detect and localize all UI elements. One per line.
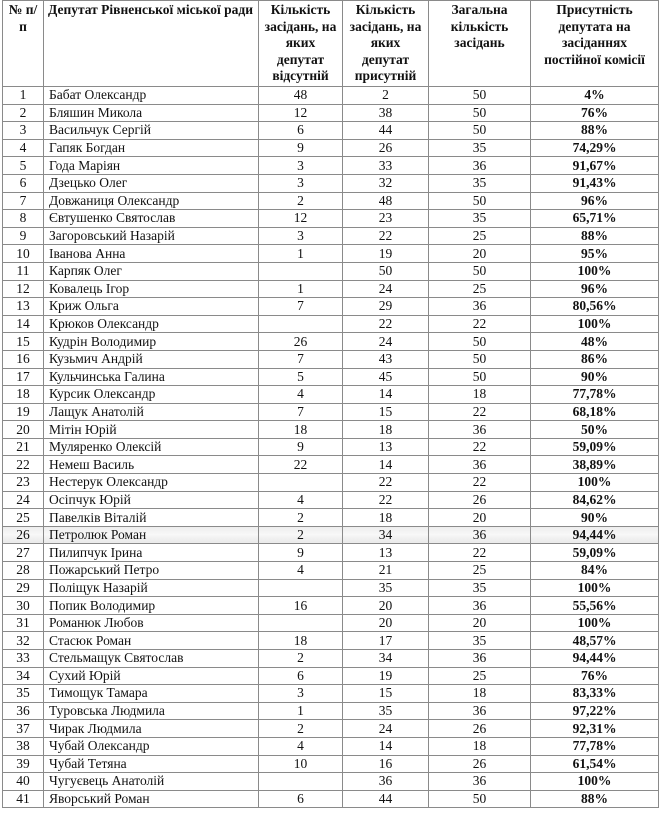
total-count: 35 <box>429 174 531 192</box>
total-count: 35 <box>429 579 531 597</box>
present-count: 20 <box>343 614 429 632</box>
deputy-name: Пилипчук Ірина <box>44 544 259 562</box>
attendance-percent: 90% <box>531 509 659 527</box>
table-row <box>3 702 659 720</box>
row-number: 15 <box>3 333 44 351</box>
attendance-percent: 74,29% <box>531 139 659 157</box>
table-row <box>3 685 659 703</box>
row-number: 23 <box>3 474 44 492</box>
table-row <box>3 667 659 685</box>
attendance-percent: 77,78% <box>531 737 659 755</box>
attendance-percent: 100% <box>531 315 659 333</box>
row-number: 24 <box>3 491 44 509</box>
deputy-name: Павелків Віталій <box>44 509 259 527</box>
present-count: 15 <box>343 403 429 421</box>
table-row <box>3 755 659 773</box>
present-count: 24 <box>343 720 429 738</box>
deputy-name: Васильчук Сергій <box>44 122 259 140</box>
deputy-name: Карпяк Олег <box>44 262 259 280</box>
attendance-percent: 59,09% <box>531 438 659 456</box>
deputy-name: Попик Володимир <box>44 597 259 615</box>
table-row <box>3 632 659 650</box>
row-number: 16 <box>3 350 44 368</box>
present-count: 22 <box>343 474 429 492</box>
attendance-percent: 94,44% <box>531 650 659 668</box>
deputy-name: Ковалець Ігор <box>44 280 259 298</box>
attendance-percent: 94,44% <box>531 526 659 544</box>
table-row <box>3 562 659 580</box>
absent-count: 7 <box>259 403 343 421</box>
absent-count: 1 <box>259 245 343 263</box>
attendance-percent: 76% <box>531 104 659 122</box>
table-row <box>3 122 659 140</box>
attendance-percent: 59,09% <box>531 544 659 562</box>
attendance-percent: 83,33% <box>531 685 659 703</box>
absent-count: 9 <box>259 544 343 562</box>
present-count: 14 <box>343 456 429 474</box>
total-count: 50 <box>429 333 531 351</box>
total-count: 20 <box>429 509 531 527</box>
row-number: 37 <box>3 720 44 738</box>
present-count: 45 <box>343 368 429 386</box>
total-count: 36 <box>429 456 531 474</box>
row-number: 38 <box>3 737 44 755</box>
absent-count: 6 <box>259 667 343 685</box>
table-row <box>3 509 659 527</box>
total-count: 36 <box>429 597 531 615</box>
header-row <box>3 1 659 87</box>
deputy-name: Гапяк Богдан <box>44 139 259 157</box>
total-count: 18 <box>429 685 531 703</box>
row-number: 26 <box>3 526 44 544</box>
attendance-percent: 88% <box>531 790 659 808</box>
table-row <box>3 544 659 562</box>
deputy-name: Іванова Анна <box>44 245 259 263</box>
deputy-name: Чирак Людмила <box>44 720 259 738</box>
table-row <box>3 720 659 738</box>
absent-count: 1 <box>259 280 343 298</box>
table-row <box>3 227 659 245</box>
row-number: 6 <box>3 174 44 192</box>
total-count: 18 <box>429 737 531 755</box>
total-count: 26 <box>429 491 531 509</box>
table-body <box>3 87 659 808</box>
absent-count: 2 <box>259 650 343 668</box>
row-number: 41 <box>3 790 44 808</box>
attendance-percent: 48% <box>531 333 659 351</box>
table-row <box>3 456 659 474</box>
attendance-percent: 92,31% <box>531 720 659 738</box>
table-row <box>3 139 659 157</box>
attendance-percent: 84% <box>531 562 659 580</box>
total-count: 26 <box>429 755 531 773</box>
present-count: 35 <box>343 702 429 720</box>
table-row <box>3 773 659 791</box>
attendance-percent: 65,71% <box>531 210 659 228</box>
table-row <box>3 737 659 755</box>
row-number: 33 <box>3 650 44 668</box>
deputy-name: Курсик Олександр <box>44 386 259 404</box>
present-count: 26 <box>343 139 429 157</box>
row-number: 8 <box>3 210 44 228</box>
present-count: 33 <box>343 157 429 175</box>
table-row <box>3 350 659 368</box>
total-count: 50 <box>429 350 531 368</box>
row-number: 7 <box>3 192 44 210</box>
absent-count: 16 <box>259 597 343 615</box>
deputy-name: Дзецько Олег <box>44 174 259 192</box>
header-absent: Кількість засідань, на яких депутат відсутній <box>259 1 343 87</box>
attendance-table <box>2 0 659 808</box>
deputy-name: Стельмащук Святослав <box>44 650 259 668</box>
present-count: 13 <box>343 438 429 456</box>
table-row <box>3 403 659 421</box>
row-number: 4 <box>3 139 44 157</box>
present-count: 50 <box>343 262 429 280</box>
attendance-percent: 88% <box>531 122 659 140</box>
present-count: 34 <box>343 526 429 544</box>
present-count: 29 <box>343 298 429 316</box>
deputy-name: Чубай Олександр <box>44 737 259 755</box>
header-attendance: Присутність депутата на засіданнях постійної комісії <box>531 1 659 87</box>
absent-count <box>259 315 343 333</box>
total-count: 22 <box>429 474 531 492</box>
absent-count: 4 <box>259 737 343 755</box>
total-count: 36 <box>429 773 531 791</box>
row-number: 3 <box>3 122 44 140</box>
absent-count: 26 <box>259 333 343 351</box>
deputy-name: Пожарський Петро <box>44 562 259 580</box>
deputy-name: Тимощук Тамара <box>44 685 259 703</box>
row-number: 27 <box>3 544 44 562</box>
total-count: 36 <box>429 702 531 720</box>
deputy-name: Чубай Тетяна <box>44 755 259 773</box>
total-count: 50 <box>429 368 531 386</box>
attendance-percent: 77,78% <box>531 386 659 404</box>
table-row <box>3 333 659 351</box>
table-row <box>3 174 659 192</box>
table-row <box>3 579 659 597</box>
header-deputy: Депутат Рівненської міської ради <box>44 1 259 87</box>
row-number: 39 <box>3 755 44 773</box>
absent-count <box>259 614 343 632</box>
attendance-percent: 91,67% <box>531 157 659 175</box>
deputy-name: Загоровський Назарій <box>44 227 259 245</box>
present-count: 14 <box>343 737 429 755</box>
deputy-name: Бляшин Микола <box>44 104 259 122</box>
absent-count: 2 <box>259 509 343 527</box>
row-number: 22 <box>3 456 44 474</box>
total-count: 50 <box>429 790 531 808</box>
row-number: 2 <box>3 104 44 122</box>
row-number: 32 <box>3 632 44 650</box>
absent-count: 10 <box>259 755 343 773</box>
table-row <box>3 298 659 316</box>
header-number: № п/п <box>3 1 44 87</box>
deputy-name: Довжаниця Олександр <box>44 192 259 210</box>
total-count: 22 <box>429 544 531 562</box>
attendance-percent: 97,22% <box>531 702 659 720</box>
absent-count: 2 <box>259 526 343 544</box>
deputy-name: Нестерук Олександр <box>44 474 259 492</box>
total-count: 25 <box>429 227 531 245</box>
table-row <box>3 280 659 298</box>
present-count: 24 <box>343 333 429 351</box>
absent-count: 4 <box>259 386 343 404</box>
present-count: 21 <box>343 562 429 580</box>
present-count: 18 <box>343 421 429 439</box>
row-number: 9 <box>3 227 44 245</box>
row-number: 36 <box>3 702 44 720</box>
present-count: 2 <box>343 87 429 105</box>
present-count: 22 <box>343 315 429 333</box>
row-number: 34 <box>3 667 44 685</box>
row-number: 18 <box>3 386 44 404</box>
table-row <box>3 650 659 668</box>
attendance-percent: 68,18% <box>531 403 659 421</box>
deputy-name: Чугуєвець Анатолій <box>44 773 259 791</box>
table-row <box>3 210 659 228</box>
present-count: 24 <box>343 280 429 298</box>
attendance-percent: 96% <box>531 280 659 298</box>
table-row <box>3 368 659 386</box>
table-row <box>3 438 659 456</box>
table-row <box>3 614 659 632</box>
attendance-percent: 96% <box>531 192 659 210</box>
deputy-name: Криж Ольга <box>44 298 259 316</box>
total-count: 36 <box>429 298 531 316</box>
table-row <box>3 790 659 808</box>
attendance-percent: 38,89% <box>531 456 659 474</box>
total-count: 35 <box>429 139 531 157</box>
present-count: 43 <box>343 350 429 368</box>
attendance-percent: 100% <box>531 579 659 597</box>
table-row <box>3 192 659 210</box>
attendance-percent: 100% <box>531 773 659 791</box>
total-count: 35 <box>429 632 531 650</box>
absent-count: 2 <box>259 192 343 210</box>
table-row <box>3 526 659 544</box>
present-count: 18 <box>343 509 429 527</box>
absent-count <box>259 474 343 492</box>
total-count: 22 <box>429 403 531 421</box>
table-row <box>3 245 659 263</box>
total-count: 36 <box>429 526 531 544</box>
attendance-percent: 4% <box>531 87 659 105</box>
deputy-name: Осіпчук Юрій <box>44 491 259 509</box>
absent-count: 12 <box>259 104 343 122</box>
present-count: 22 <box>343 227 429 245</box>
present-count: 13 <box>343 544 429 562</box>
row-number: 12 <box>3 280 44 298</box>
attendance-percent: 61,54% <box>531 755 659 773</box>
total-count: 50 <box>429 122 531 140</box>
row-number: 10 <box>3 245 44 263</box>
deputy-name: Лащук Анатолій <box>44 403 259 421</box>
present-count: 15 <box>343 685 429 703</box>
deputy-name: Яворський Роман <box>44 790 259 808</box>
deputy-name: Туровська Людмила <box>44 702 259 720</box>
table-row <box>3 104 659 122</box>
table-row <box>3 386 659 404</box>
deputy-name: Сухий Юрій <box>44 667 259 685</box>
total-count: 25 <box>429 667 531 685</box>
absent-count <box>259 579 343 597</box>
total-count: 26 <box>429 720 531 738</box>
present-count: 22 <box>343 491 429 509</box>
row-number: 19 <box>3 403 44 421</box>
table-row <box>3 491 659 509</box>
absent-count <box>259 262 343 280</box>
absent-count: 3 <box>259 227 343 245</box>
row-number: 5 <box>3 157 44 175</box>
absent-count: 5 <box>259 368 343 386</box>
absent-count: 6 <box>259 790 343 808</box>
total-count: 22 <box>429 438 531 456</box>
attendance-percent: 100% <box>531 262 659 280</box>
absent-count: 1 <box>259 702 343 720</box>
absent-count: 9 <box>259 139 343 157</box>
table-row <box>3 262 659 280</box>
present-count: 20 <box>343 597 429 615</box>
absent-count: 3 <box>259 157 343 175</box>
row-number: 11 <box>3 262 44 280</box>
deputy-name: Стасюк Роман <box>44 632 259 650</box>
row-number: 29 <box>3 579 44 597</box>
absent-count: 7 <box>259 298 343 316</box>
total-count: 50 <box>429 192 531 210</box>
attendance-percent: 80,56% <box>531 298 659 316</box>
present-count: 32 <box>343 174 429 192</box>
present-count: 19 <box>343 245 429 263</box>
deputy-name: Євтушенко Святослав <box>44 210 259 228</box>
total-count: 36 <box>429 650 531 668</box>
attendance-percent: 48,57% <box>531 632 659 650</box>
total-count: 22 <box>429 315 531 333</box>
present-count: 38 <box>343 104 429 122</box>
table-row <box>3 421 659 439</box>
deputy-name: Романюк Любов <box>44 614 259 632</box>
attendance-percent: 86% <box>531 350 659 368</box>
absent-count: 48 <box>259 87 343 105</box>
absent-count <box>259 773 343 791</box>
present-count: 19 <box>343 667 429 685</box>
present-count: 44 <box>343 122 429 140</box>
row-number: 28 <box>3 562 44 580</box>
total-count: 36 <box>429 157 531 175</box>
attendance-percent: 100% <box>531 474 659 492</box>
row-number: 1 <box>3 87 44 105</box>
present-count: 14 <box>343 386 429 404</box>
row-number: 30 <box>3 597 44 615</box>
row-number: 31 <box>3 614 44 632</box>
deputy-name: Петролюк Роман <box>44 526 259 544</box>
absent-count: 9 <box>259 438 343 456</box>
deputy-name: Немеш Василь <box>44 456 259 474</box>
table-row <box>3 474 659 492</box>
table-header <box>3 1 659 87</box>
table-row <box>3 315 659 333</box>
row-number: 40 <box>3 773 44 791</box>
row-number: 13 <box>3 298 44 316</box>
absent-count: 22 <box>259 456 343 474</box>
present-count: 17 <box>343 632 429 650</box>
total-count: 50 <box>429 104 531 122</box>
attendance-percent: 100% <box>531 614 659 632</box>
total-count: 20 <box>429 614 531 632</box>
deputy-name: Крюков Олександр <box>44 315 259 333</box>
attendance-percent: 76% <box>531 667 659 685</box>
present-count: 35 <box>343 579 429 597</box>
header-total: Загальна кількість засідань <box>429 1 531 87</box>
absent-count: 6 <box>259 122 343 140</box>
present-count: 23 <box>343 210 429 228</box>
deputy-name: Бабат Олександр <box>44 87 259 105</box>
row-number: 35 <box>3 685 44 703</box>
deputy-name: Года Маріян <box>44 157 259 175</box>
absent-count: 7 <box>259 350 343 368</box>
present-count: 16 <box>343 755 429 773</box>
total-count: 20 <box>429 245 531 263</box>
total-count: 50 <box>429 87 531 105</box>
total-count: 36 <box>429 421 531 439</box>
total-count: 35 <box>429 210 531 228</box>
attendance-percent: 95% <box>531 245 659 263</box>
absent-count: 12 <box>259 210 343 228</box>
table-row <box>3 87 659 105</box>
present-count: 36 <box>343 773 429 791</box>
total-count: 50 <box>429 262 531 280</box>
row-number: 17 <box>3 368 44 386</box>
attendance-percent: 91,43% <box>531 174 659 192</box>
attendance-percent: 50% <box>531 421 659 439</box>
absent-count: 2 <box>259 720 343 738</box>
deputy-name: Поліщук Назарій <box>44 579 259 597</box>
total-count: 25 <box>429 280 531 298</box>
present-count: 44 <box>343 790 429 808</box>
attendance-percent: 90% <box>531 368 659 386</box>
table-row <box>3 597 659 615</box>
absent-count: 3 <box>259 174 343 192</box>
table-row <box>3 157 659 175</box>
row-number: 20 <box>3 421 44 439</box>
absent-count: 4 <box>259 562 343 580</box>
total-count: 25 <box>429 562 531 580</box>
row-number: 14 <box>3 315 44 333</box>
absent-count: 18 <box>259 632 343 650</box>
total-count: 18 <box>429 386 531 404</box>
deputy-name: Мітін Юрій <box>44 421 259 439</box>
deputy-name: Кузьмич Андрій <box>44 350 259 368</box>
absent-count: 4 <box>259 491 343 509</box>
deputy-name: Кудрін Володимир <box>44 333 259 351</box>
attendance-percent: 55,56% <box>531 597 659 615</box>
absent-count: 18 <box>259 421 343 439</box>
row-number: 25 <box>3 509 44 527</box>
attendance-percent: 88% <box>531 227 659 245</box>
deputy-name: Муляренко Олексій <box>44 438 259 456</box>
deputy-name: Кульчинська Галина <box>44 368 259 386</box>
absent-count: 3 <box>259 685 343 703</box>
row-number: 21 <box>3 438 44 456</box>
header-present: Кількість засідань, на яких депутат присутній <box>343 1 429 87</box>
present-count: 34 <box>343 650 429 668</box>
present-count: 48 <box>343 192 429 210</box>
attendance-percent: 84,62% <box>531 491 659 509</box>
